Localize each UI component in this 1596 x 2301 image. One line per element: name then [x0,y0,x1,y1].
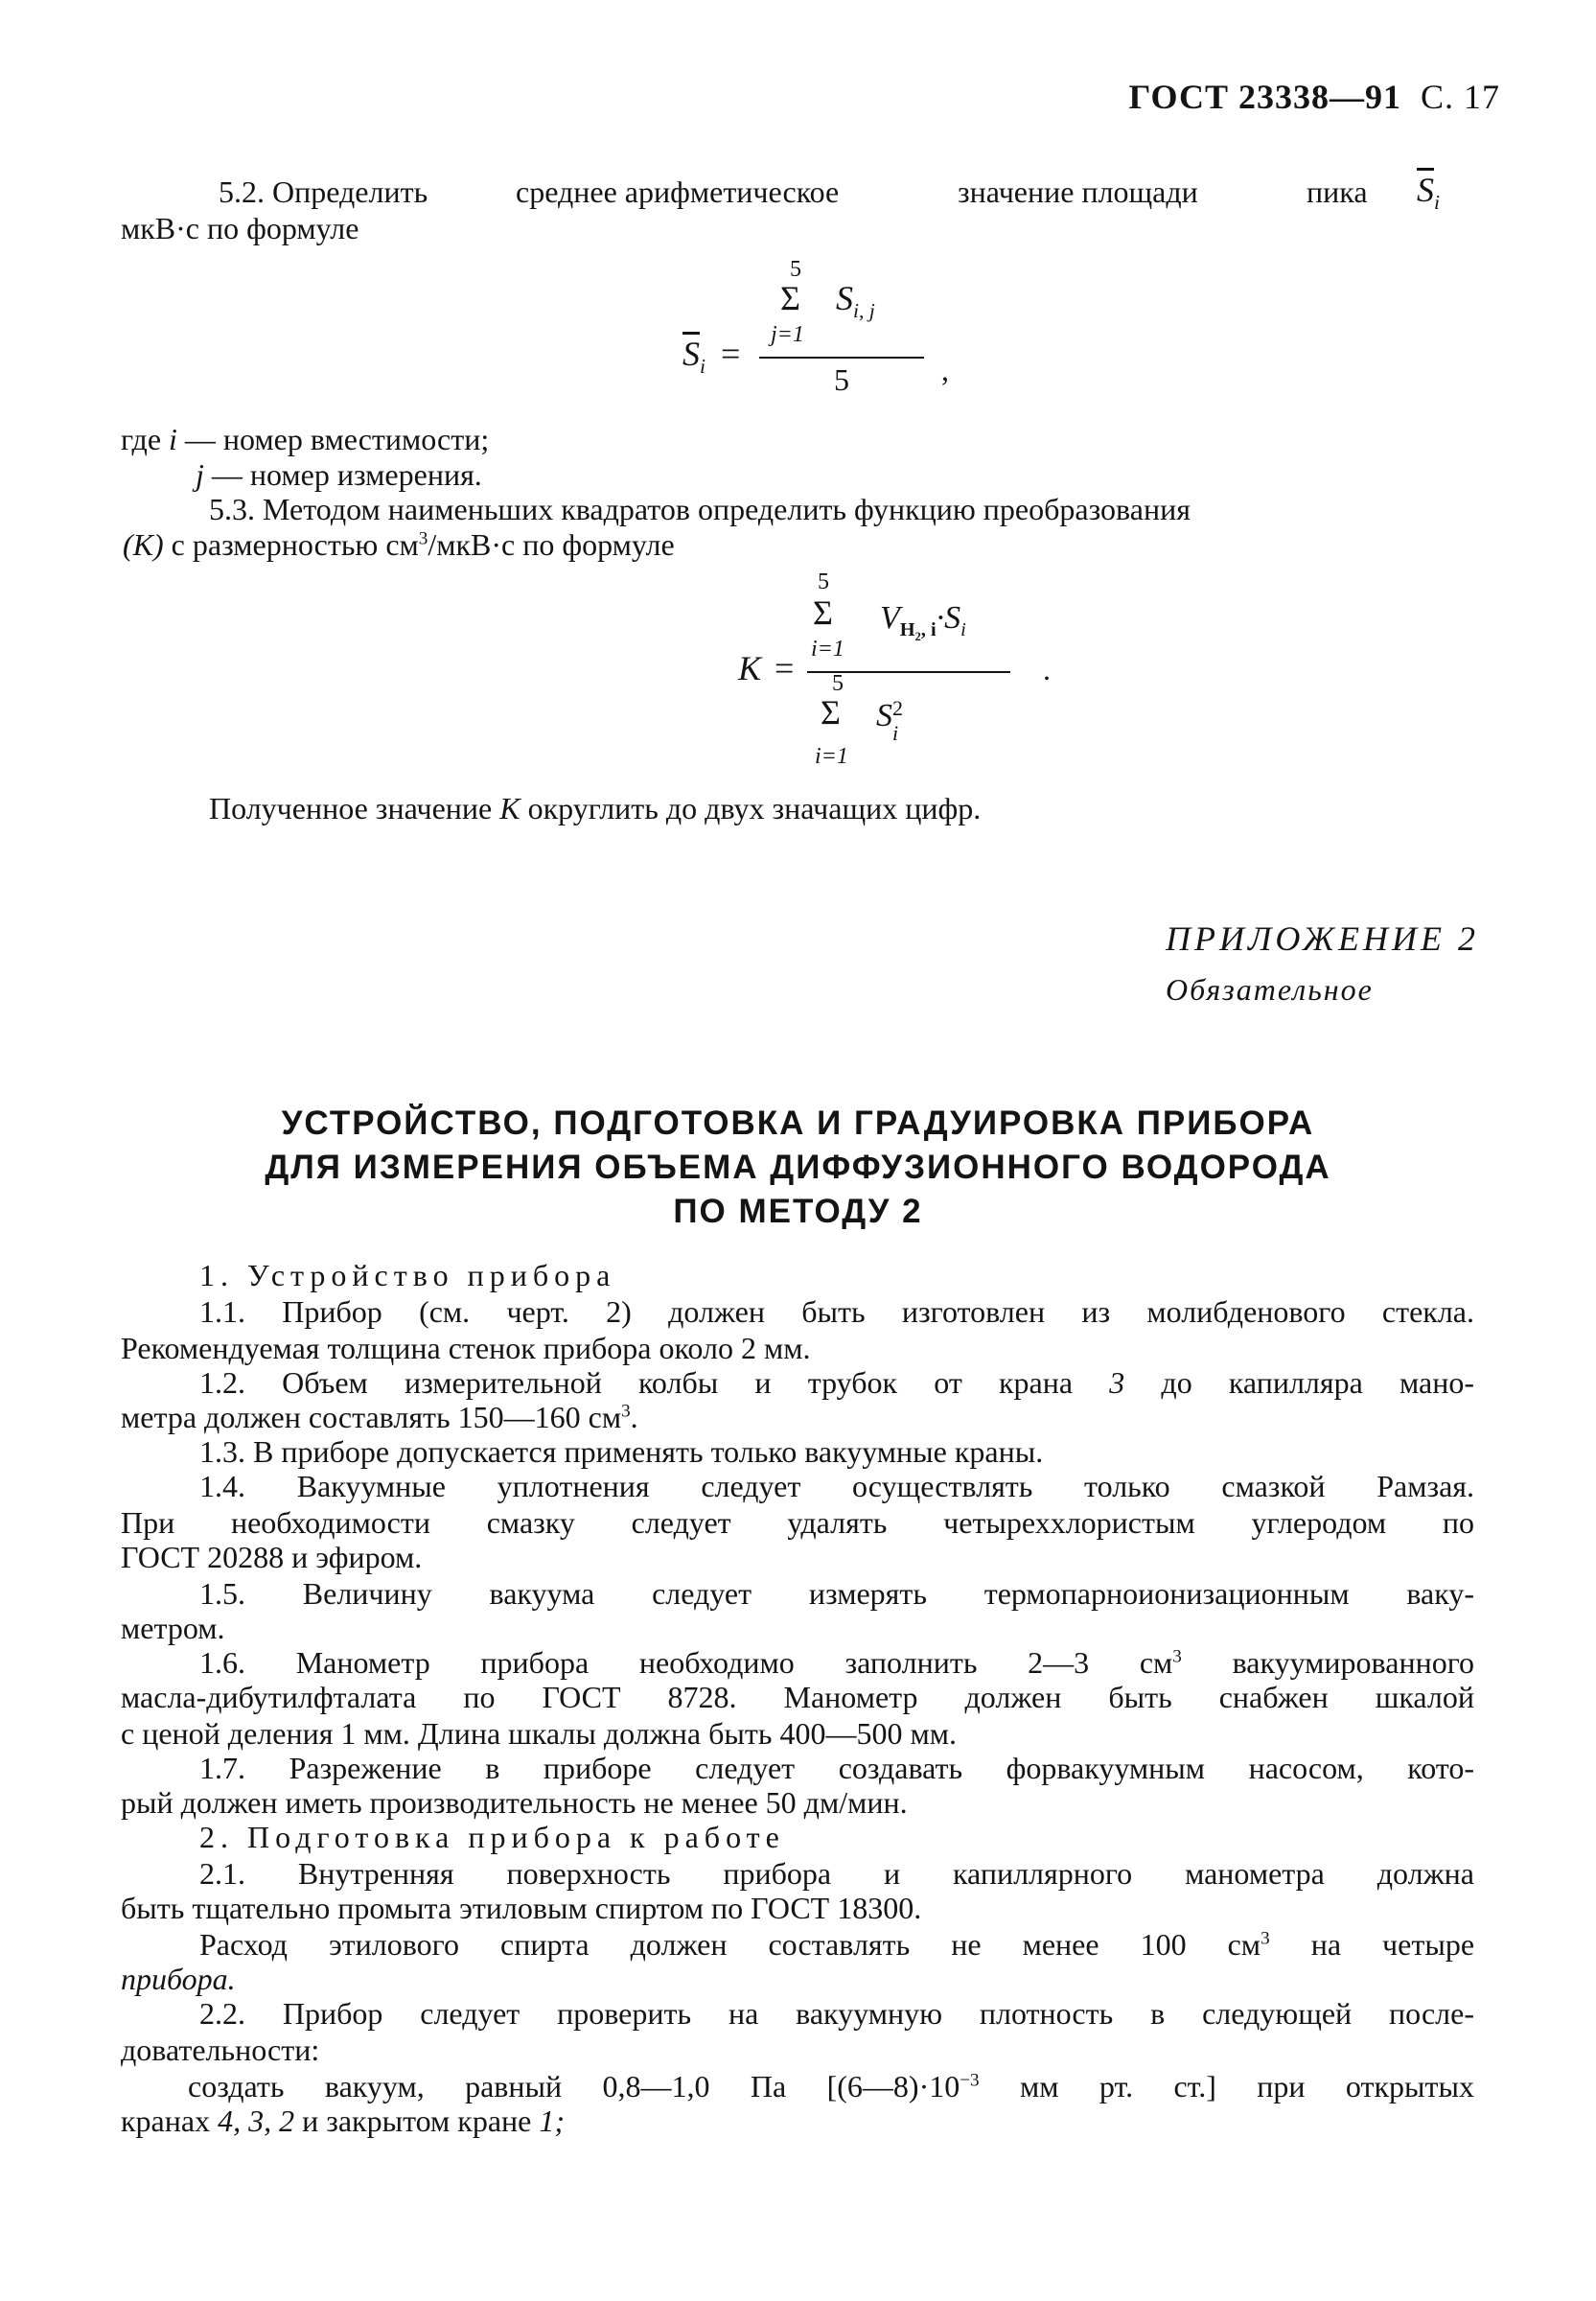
para-1-3: 1.3. В приборе допускается применять только вакуумные краны. [199,1434,1044,1469]
num-sum-lower-limit: i=1 [811,637,844,662]
sum-sign: Σ [780,279,800,317]
para-1-7-line1: 1.7. Разрежение в приборе следует создавать форвакуумным насосом, кото- [199,1751,1474,1785]
rounding-note: Полученное значение K округлить до двух значащих цифр. [209,791,982,825]
clause-5-2-text-d: пика [1307,174,1368,209]
para-1-2-line2: метра должен составлять 150—160 $см^3$. [121,1400,638,1434]
para-2-2-line1: 2.2. Прибор следует проверить на вакуумную плотность в следующей после- [199,1996,1474,2031]
sum-upper-limit: 5 [790,257,801,282]
den-term: S 2 i [876,696,903,745]
num-sum-sign: Σ [813,593,833,632]
where-line-1: где i — номер вместимости; [121,422,490,456]
para-2-1-line3: Расход этилового спирта должен составлять не менее 100 $см^3$ на четыре [199,1927,1475,1962]
clause-5-3-line2: (K) с размерностью $см^3/мкВ\cdot с$ по формуле [123,527,675,562]
clause-5-2-text-c: значение площади [958,174,1198,209]
para-2-2-line4: кранах 4, 3, 2 и закрытом кране 1; [121,2103,566,2138]
formula-period: . [1043,652,1051,686]
den-sum-upper-limit: 5 [832,671,844,696]
denominator: 5 [834,362,849,397]
lhs-s-bar: $\overline{S}_i$ [682,335,705,379]
lhs-k: K [738,649,762,687]
where-line-2: j — номер измерения. [196,457,482,492]
para-2-2-line3: создать вакуум, равный 0,8—1,0 Па [$(6—8)\cdot 10^{-3}$ мм рт. ст.] при открытых [188,2069,1475,2103]
para-1-6-line3: с ценой деления 1 мм. Длина шкалы должна быть 400—500 мм. [121,1716,957,1751]
num-sum-upper-limit: 5 [818,569,829,594]
para-2-2-line2: довательности: [121,2033,320,2067]
page-header [1129,77,1500,117]
appendix-label: ПРИЛОЖЕНИЕ 2 [1166,919,1479,958]
para-1-6-line2: масла-дибутилфталата по ГОСТ 8728. Манометр должен быть снабжен шкалой [121,1680,1474,1714]
num-term: $V_{H_2, i}\cdot S_i$ [880,600,966,643]
formula-comma: , [941,353,949,387]
clause-5-3-line1: 5.3. Методом наименьших квадратов определить функцию преобразования [209,492,1191,526]
sum-term: $S_{i, j}$ [836,279,875,323]
clause-5-2-text-b: среднее арифметическое [516,174,840,209]
para-1-2-line1: 1.2. Объем измерительной колбы и трубок от крана 3 до капилляра мано- [199,1365,1474,1400]
section-2-heading: 2. Подготовка прибора к работе [199,1820,785,1854]
para-1-1-line2: Рекомендуемая толщина стенок прибора около 2 мм. [121,1331,811,1365]
para-1-5-line1: 1.5. Величину вакуума следует измерять термопарноионизационным ваку- [199,1576,1474,1611]
symbol-s-bar-i: $\overline{S}_i$ [1417,171,1440,215]
den-sum-lower-limit: i=1 [815,744,848,769]
fraction-bar [759,357,924,359]
clause-5-2-line2: мкВ·с по формуле [121,211,359,245]
appendix-status: Обязательное [1166,972,1374,1007]
para-1-7-line2: рый должен иметь производительность не менее 50 дм/мин. [121,1785,908,1820]
para-1-4-line2: При необходимости смазку следует удалять четыреххлористым углеродом по [121,1505,1474,1540]
section-1-heading: 1. Устройство прибора [199,1258,616,1292]
clause-5-2-label: 5.2. Определить [219,174,428,209]
para-2-1-line4: прибора. [121,1962,236,1996]
para-1-4-line3: ГОСТ 20288 и эфиром. [121,1540,423,1574]
para-2-1-line2: быть тщательно промыта этиловым спиртом по ГОСТ 18300. [121,1891,922,1925]
equals-sign-2: = [775,649,795,687]
page-number: С. 17 [1420,78,1500,116]
section-title-line-1: УСТРОЙСТВО, ПОДГОТОВКА И ГРАДУИРОВКА ПРИБОРА [281,1104,1315,1142]
den-sum-sign: Σ [821,693,841,732]
para-2-1-line1: 2.1. Внутренняя поверхность прибора и капиллярного манометра должна [199,1856,1474,1891]
document-number: ГОСТ 23338—91 [1128,78,1401,116]
sum-lower-limit: j=1 [771,322,804,347]
para-1-6-line1: 1.6. Манометр прибора необходимо заполнить 2—3 $см^3$ вакуумированного [199,1645,1475,1680]
para-1-5-line2: метром. [121,1611,225,1645]
para-1-1-line1: 1.1. Прибор (см. черт. 2) должен быть изготовлен из молибденового стекла. [199,1294,1474,1329]
equals-sign: = [721,335,741,373]
section-title-line-3: ПО МЕТОДУ 2 [673,1193,923,1230]
para-1-4-line1: 1.4. Вакуумные уплотнения следует осуществлять только смазкой Рамзая. [199,1469,1474,1503]
section-title-line-2: ДЛЯ ИЗМЕРЕНИЯ ОБЪЕМА ДИФФУЗИОННОГО ВОДОРОДА [265,1149,1331,1186]
